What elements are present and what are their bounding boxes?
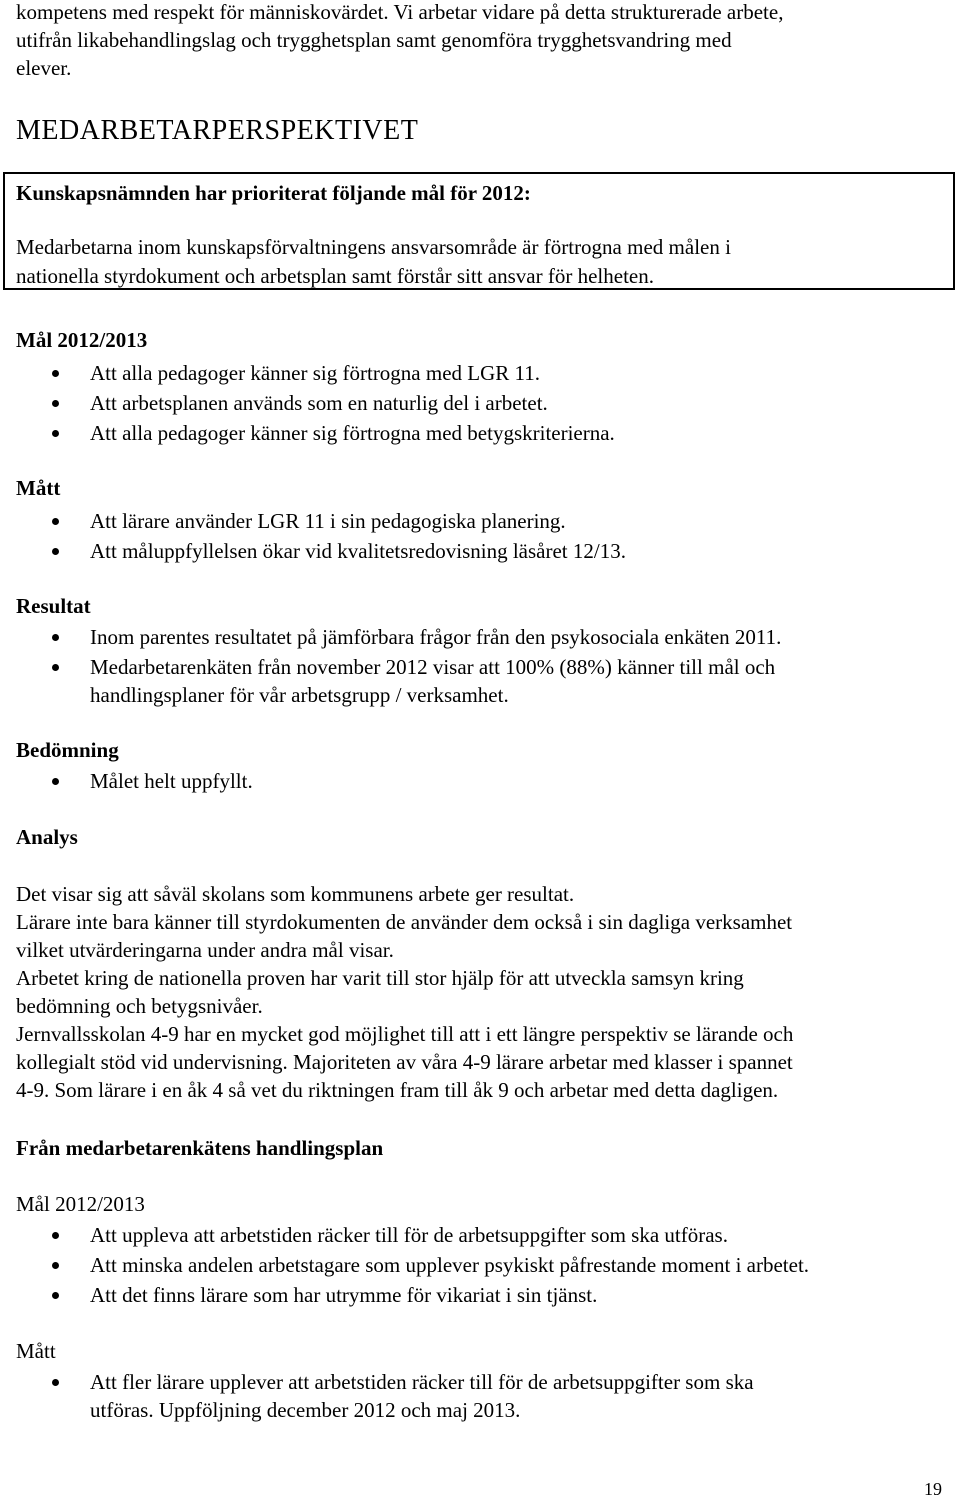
bullet-icon [52, 778, 59, 785]
result-item: Inom parentes resultatet på jämförbara frågor från den psykosociala enkäten 2011. [90, 625, 782, 649]
action-measure-item: Att fler lärare upplever att arbetstiden räcker till för de arbetsuppgifter som ska [90, 1370, 754, 1394]
assessment-item: Målet helt uppfyllt. [90, 769, 253, 793]
analysis-line: Arbetet kring de nationella proven har varit till stor hjälp för att utveckla samsyn kring [16, 966, 744, 990]
analysis-line: Lärare inte bara känner till styrdokumenten de använder dem också i sin dagliga verksamhet [16, 910, 793, 934]
result-item-continuation: handlingsplaner för vår arbetsgrupp / verksamhet. [90, 683, 509, 707]
bullet-icon [52, 1262, 59, 1269]
action-goal-item: Att uppleva att arbetstiden räcker till för de arbetsuppgifter som ska utföras. [90, 1223, 728, 1247]
goals-heading: Mål 2012/2013 [16, 328, 148, 352]
bullet-icon [52, 430, 59, 437]
analysis-line: Det visar sig att såväl skolans som kommunens arbete ger resultat. [16, 882, 575, 906]
bullet-icon [52, 1292, 59, 1299]
assessment-heading: Bedömning [16, 738, 119, 762]
action-plan-measures-heading: Mått [16, 1339, 56, 1363]
measures-heading: Mått [16, 476, 61, 500]
results-heading: Resultat [16, 594, 91, 618]
box-heading: Kunskapsnämnden har prioriterat följande mål för 2012: [16, 181, 531, 205]
intro-line-2: utifrån likabehandlingslag och trygghetsplan samt genomföra trygghetsvandring med [16, 28, 732, 52]
analysis-line: Jernvallsskolan 4-9 har en mycket god möjlighet till att i ett längre perspektiv se lärande och [16, 1022, 794, 1046]
intro-line-1: kompetens med respekt för människovärdet. Vi arbetar vidare på detta strukturerade arbete, [16, 0, 784, 24]
measure-item: Att lärare använder LGR 11 i sin pedagogiska planering. [90, 509, 566, 533]
bullet-icon [52, 518, 59, 525]
bullet-icon [52, 400, 59, 407]
result-item: Medarbetarenkäten från november 2012 visar att 100% (88%) känner till mål och [90, 655, 776, 679]
action-measure-continuation: utföras. Uppföljning december 2012 och maj 2013. [90, 1398, 521, 1422]
bullet-icon [52, 1379, 59, 1386]
page-number: 19 [924, 1479, 942, 1499]
action-goal-item: Att minska andelen arbetstagare som upplever psykiskt påfrestande moment i arbetet. [90, 1253, 810, 1277]
box-line-1: Medarbetarna inom kunskapsförvaltningens ansvarsområde är förtrogna med målen i [16, 235, 731, 259]
action-plan-goals-heading: Mål 2012/2013 [16, 1192, 145, 1216]
analysis-line: bedömning och betygsnivåer. [16, 994, 263, 1018]
section-title: MEDARBETARPERSPEKTIVET [16, 115, 419, 146]
analysis-heading: Analys [16, 825, 78, 849]
bullet-icon [52, 370, 59, 377]
goal-item: Att alla pedagoger känner sig förtrogna med betygskriterierna. [90, 421, 615, 445]
analysis-line: vilket utvärderingarna under andra mål visar. [16, 938, 394, 962]
analysis-line: kollegialt stöd vid undervisning. Majoriteten av våra 4-9 lärare arbetar med klasser i spannet [16, 1050, 793, 1074]
measure-item: Att måluppfyllelsen ökar vid kvalitetsredovisning läsåret 12/13. [90, 539, 626, 563]
bullet-icon [52, 1232, 59, 1239]
goal-item: Att arbetsplanen används som en naturlig del i arbetet. [90, 391, 548, 415]
bullet-icon [52, 634, 59, 641]
bullet-icon [52, 664, 59, 671]
intro-line-3: elever. [16, 56, 72, 80]
analysis-line: 4-9. Som lärare i en åk 4 så vet du riktningen fram till åk 9 och arbetar med detta dagligen. [16, 1078, 779, 1102]
bullet-icon [52, 548, 59, 555]
action-goal-item: Att det finns lärare som har utrymme för vikariat i sin tjänst. [90, 1283, 598, 1307]
action-plan-heading: Från medarbetarenkätens handlingsplan [16, 1136, 384, 1160]
goal-item: Att alla pedagoger känner sig förtrogna med LGR 11. [90, 361, 541, 385]
box-line-2: nationella styrdokument och arbetsplan samt förstår sitt ansvar för helheten. [16, 264, 654, 288]
